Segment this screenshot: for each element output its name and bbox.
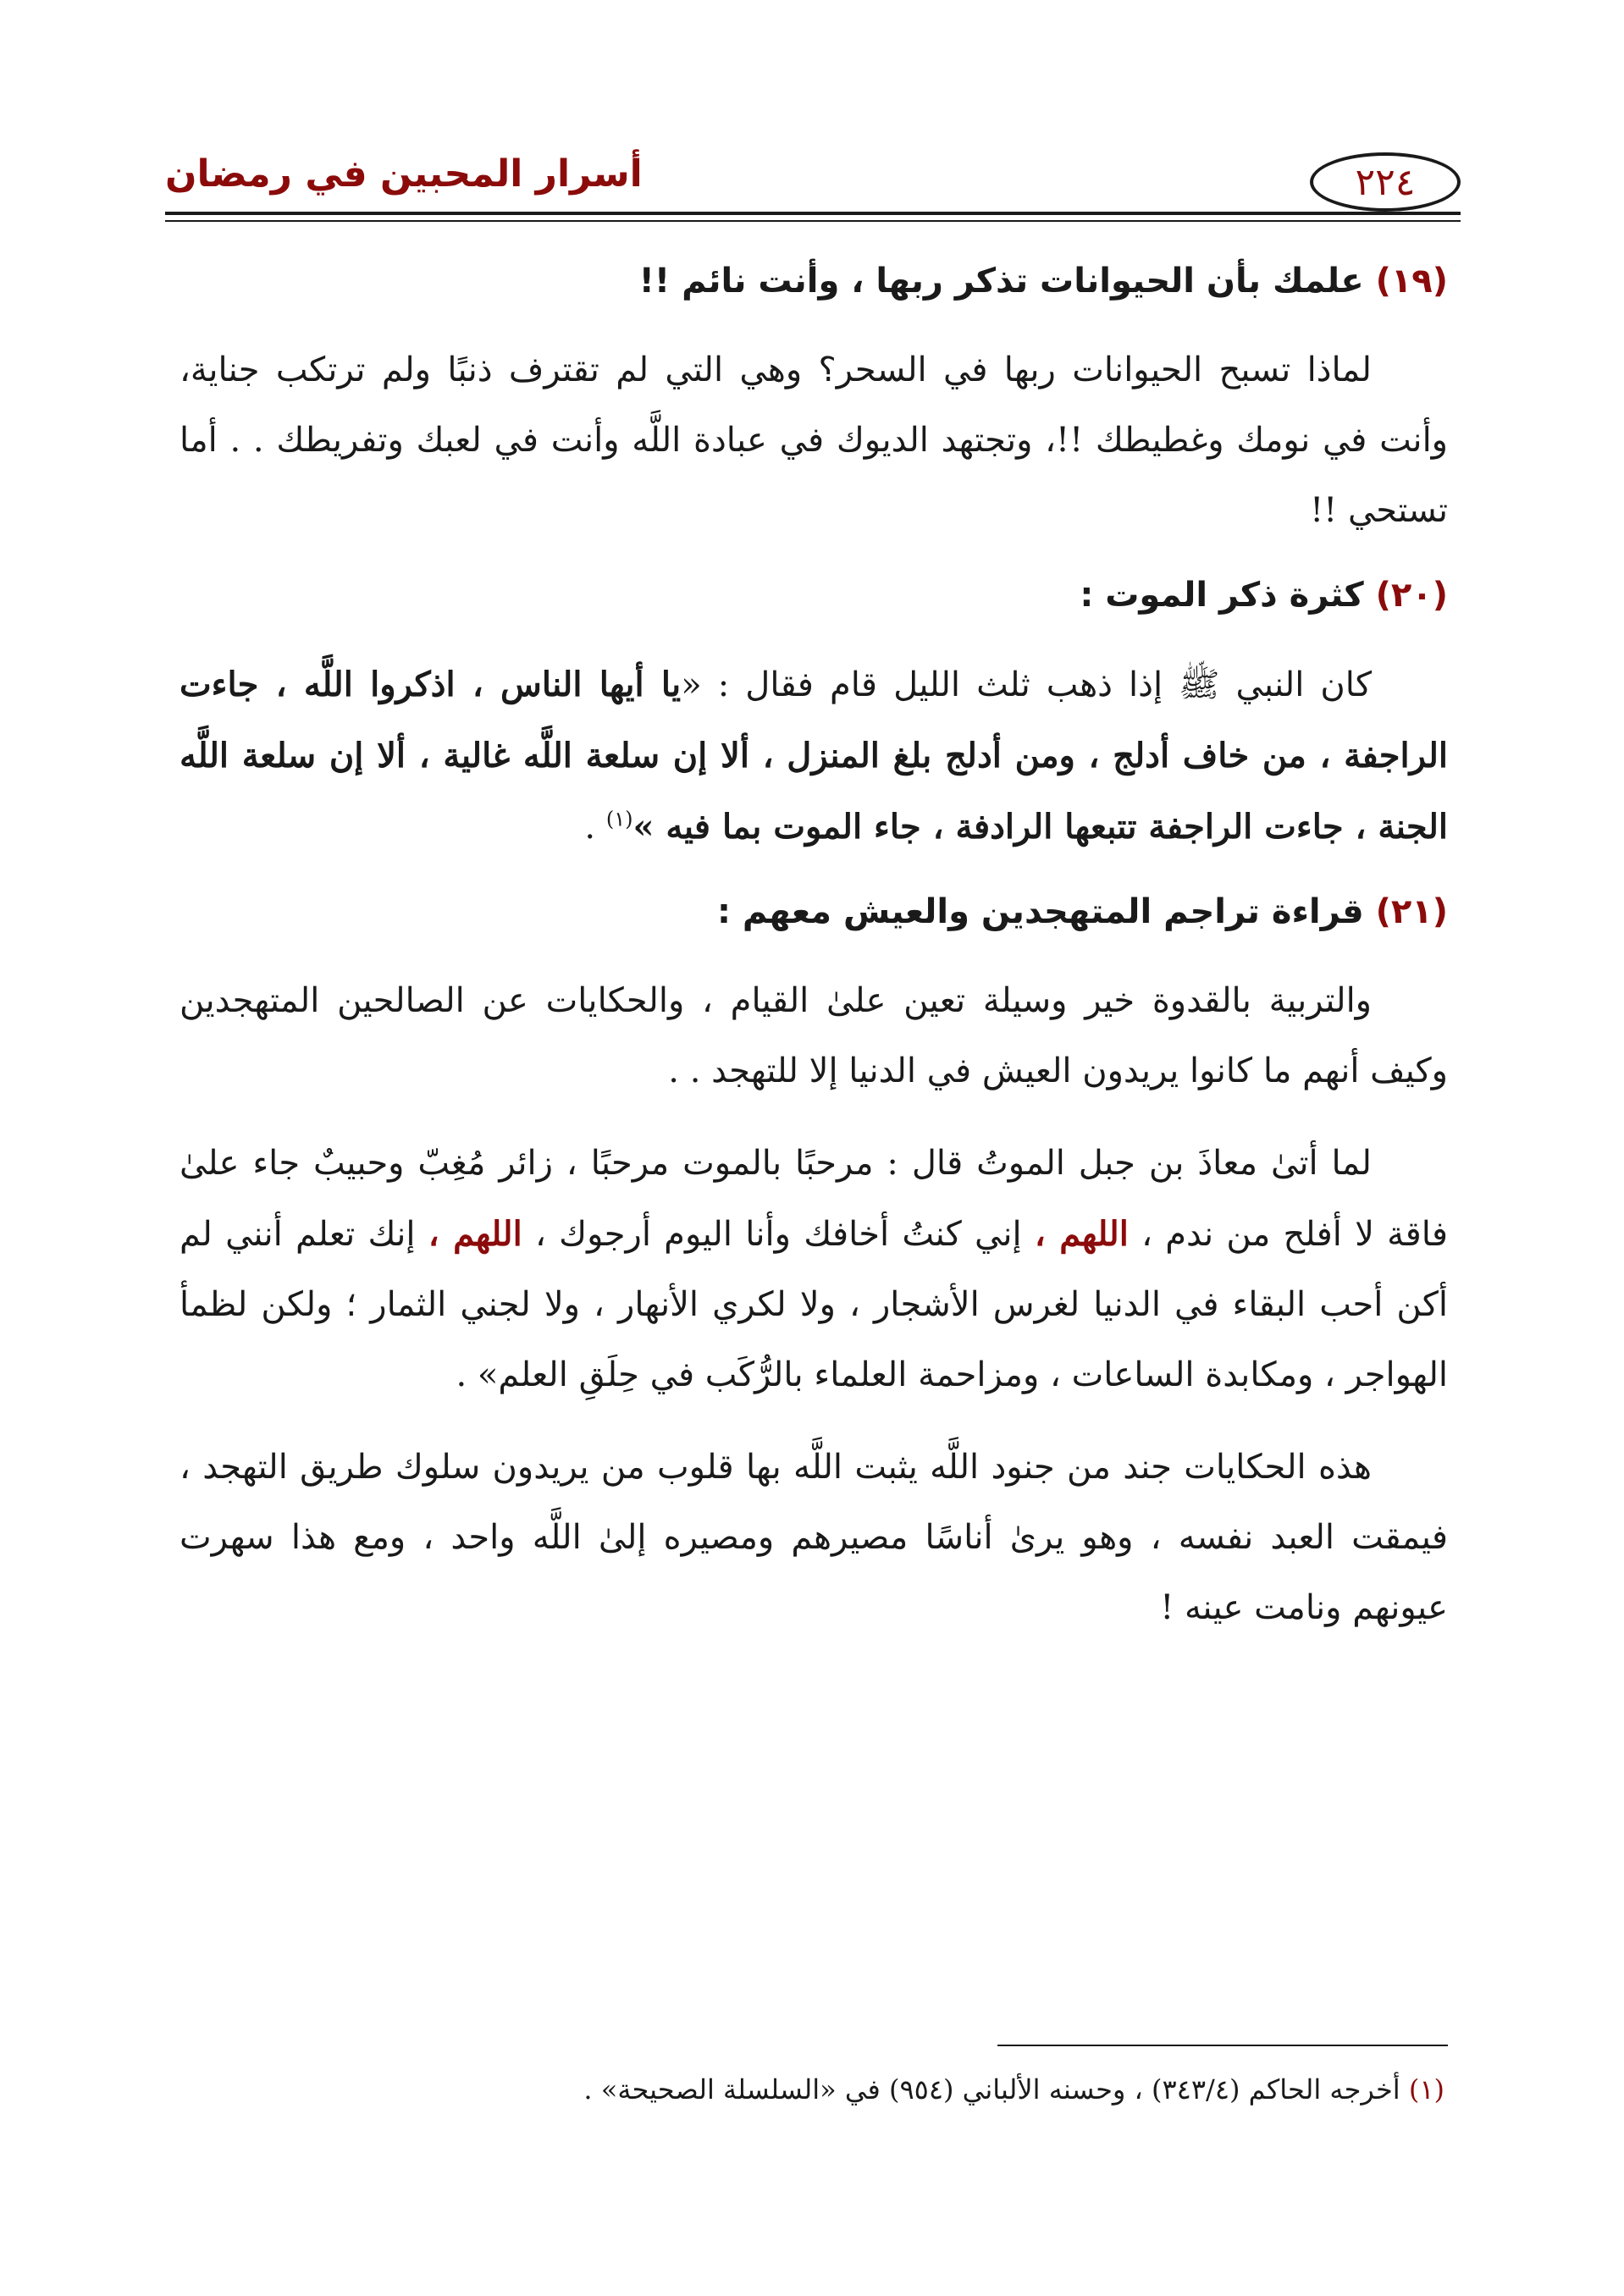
paragraph: لماذا تسبح الحيوانات ربها في السحر؟ وهي التي لم تقترف ذنبًا ولم ترتكب جناية، وأنت في نومك وغطيطك !!، وتجتهد الديوك في عبادة اللَّه وأنت في لعبك وتفريطك . . أما تستحي !! bbox=[180, 350, 1448, 530]
footnote-separator bbox=[997, 2045, 1448, 2046]
footnote bbox=[176, 2066, 1444, 2113]
section-number: (٢١) bbox=[1375, 892, 1448, 931]
paragraph: هذه الحكايات جند من جنود اللَّه يثبت اللَّه بها قلوب من يريدون سلوك طريق التهجد ، فيمقت العبد نفسه ، وهو يرىٰ أناسًا مصيرهم ومصيره إلىٰ اللَّه واحد ، ومع هذا سهرت عيونهم ونامت عينه ! bbox=[180, 1448, 1448, 1627]
page-body bbox=[180, 254, 1448, 1660]
footnote-number: (١) bbox=[1408, 2073, 1444, 2106]
hadith-end: . bbox=[584, 808, 606, 847]
hadith-close-quote: » bbox=[632, 807, 666, 847]
footnote-text: أخرجه الحاكم (٣٤٣/٤) ، وحسنه الألباني (٩٥٤) في «السلسلة الصحيحة» . bbox=[583, 2073, 1409, 2106]
section-heading-19 bbox=[180, 254, 1448, 308]
section-title: علمك بأن الحيوانات تذكر ربها ، وأنت نائم !! bbox=[638, 262, 1364, 301]
section-number: (٢٠) bbox=[1375, 576, 1448, 615]
allahumma-highlight: اللهم ، bbox=[1034, 1214, 1129, 1254]
muadh-text-3: إنك تعلم أنني لم أكن أحب البقاء في الدنيا لغرس الأشجار ، ولا لكري الأنهار ، ولا لجني الثمار ؛ ولكن لظمأ الهواجر ، ومكابدة الساعات ، ومزاحمة العلماء بالرُّكَب في حِلَقِ العلم» . bbox=[180, 1215, 1448, 1394]
section-heading-20 bbox=[180, 568, 1448, 622]
running-title: أسرار المحبين في رمضان bbox=[165, 152, 643, 196]
section-number: (١٩) bbox=[1375, 262, 1448, 301]
hadith-intro: كان النبي ﷺ إذا ذهب ثلث الليل قام فقال : « bbox=[681, 665, 1373, 704]
page-number: ٢٢٤ bbox=[1310, 152, 1461, 212]
paragraph: والتربية بالقدوة خير وسيلة تعين علىٰ القيام ، والحكايات عن الصالحين المتهجدين وكيف أنهم ما كانوا يريدون العيش في الدنيا إلا للتهجد . . bbox=[180, 981, 1448, 1090]
hadith-text: يا أيها الناس ، اذكروا اللَّه ، جاءت الراجفة ، من خاف أدلج ، ومن أدلج بلغ المنزل ، ألا إن سلعة اللَّه غالية ، ألا إن سلعة اللَّه الجنة ، جاءت الراجفة تتبعها الرادفة ، جاء الموت بما فيه bbox=[180, 665, 1449, 847]
muadh-paragraph bbox=[180, 1129, 1448, 1410]
page-header bbox=[165, 127, 1461, 220]
allahumma-highlight: اللهم ، bbox=[428, 1214, 522, 1254]
section-title: كثرة ذكر الموت : bbox=[1080, 576, 1364, 615]
footnote-reference[interactable]: (١) bbox=[605, 807, 633, 831]
muadh-text-2: إني كنتُ أخافك وأنا اليوم أرجوك ، bbox=[522, 1215, 1035, 1254]
header-rule-thin bbox=[165, 220, 1461, 222]
muadh-text-1: لما أتىٰ معاذَ بن جبل الموتُ قال : مرحبًا بالموت مرحبًا ، زائر مُغِبّ وحبيبٌ جاء علىٰ فاقة لا أفلح من ندم ، bbox=[180, 1144, 1449, 1254]
section-title: قراءة تراجم المتهجدين والعيش معهم : bbox=[717, 892, 1364, 931]
hadith-paragraph bbox=[180, 649, 1448, 863]
section-heading-21 bbox=[180, 885, 1448, 939]
header-rule-thick bbox=[165, 212, 1461, 215]
